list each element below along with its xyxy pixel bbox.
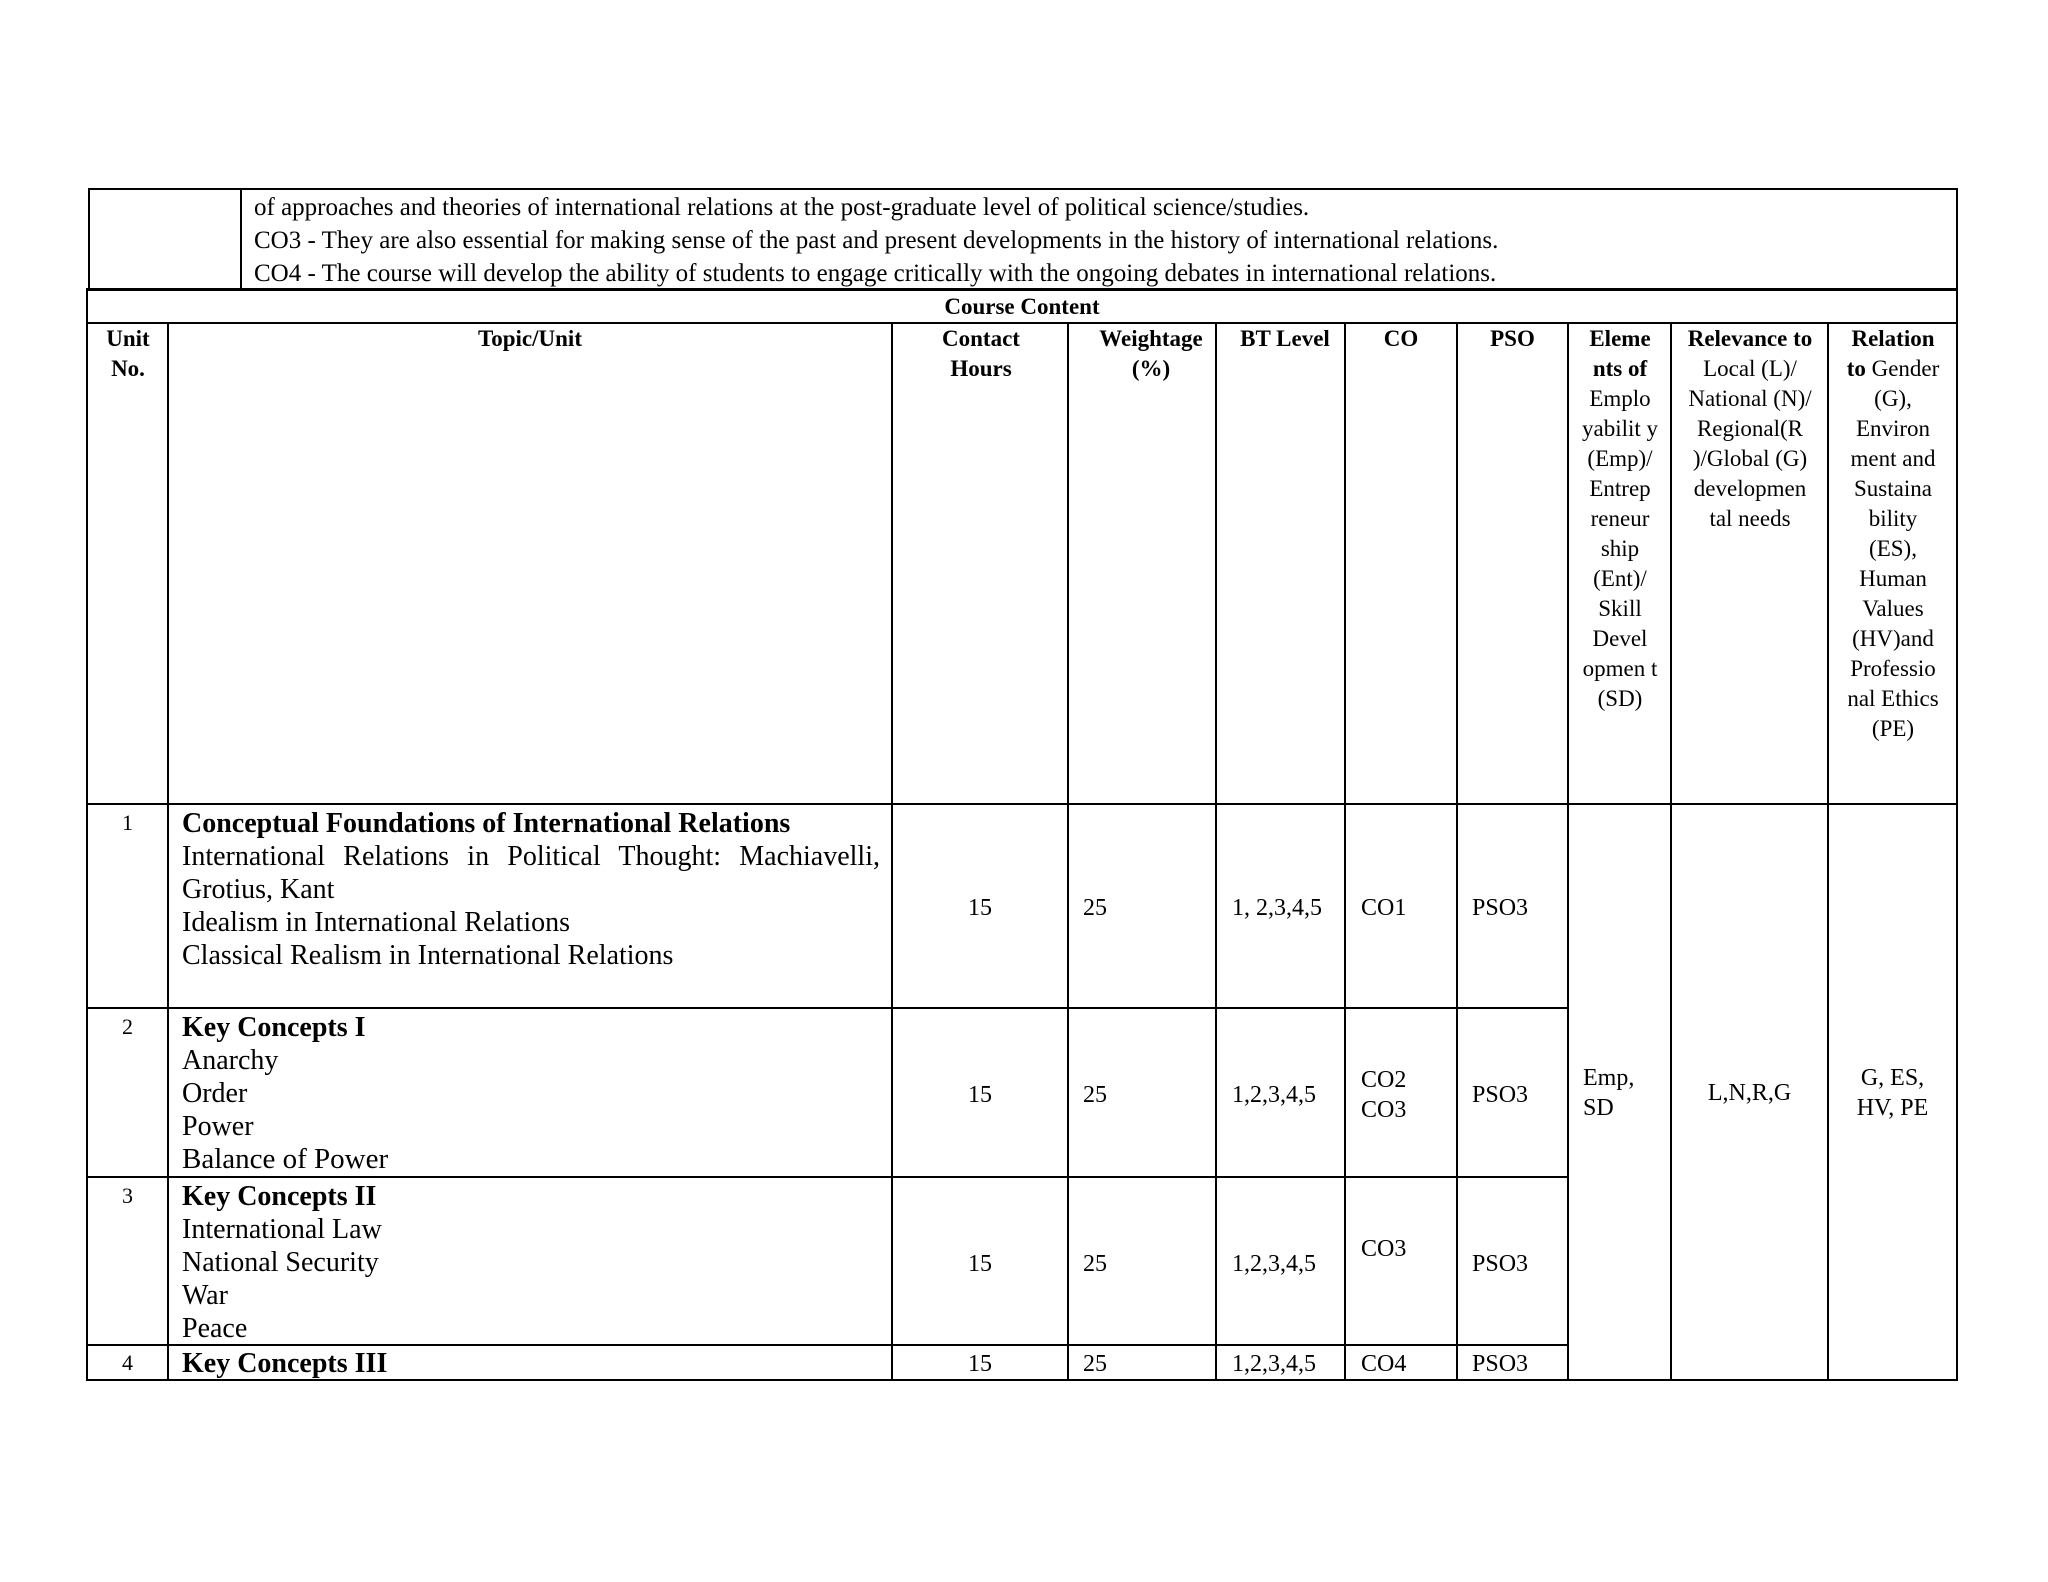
col-divider-unit (167, 322, 169, 1381)
header-relation-bold: Relation to (1846, 326, 1935, 381)
row-2-co-line-1: CO2 (1361, 1067, 1407, 1093)
row-3-co: CO3 (1361, 1236, 1407, 1262)
row-4-weightage: 25 (1083, 1351, 1107, 1377)
outcome-text-co4: CO4 - The course will develop the ability of students to engage critically with the ongoing debates in international relations. (254, 260, 1497, 287)
merged-relation-line-1: G, ES, (1860, 1065, 1925, 1091)
top-box-top-border (88, 188, 1958, 190)
header-weightage: Weightage (%) (1099, 326, 1203, 381)
row-3-unit: 3 (122, 1183, 133, 1208)
row-2-unit: 2 (122, 1014, 133, 1039)
row-3-title: Key Concepts II (182, 1181, 377, 1212)
header-unit-no: Unit No. (106, 326, 150, 381)
header-employability-bold: Eleme nts of (1589, 326, 1651, 381)
row-3-weightage: 25 (1083, 1251, 1107, 1277)
row-divider-2 (86, 1176, 1569, 1178)
header-relevance-bold: Relevance to (1687, 326, 1813, 351)
header-bottom-border (86, 803, 1958, 805)
row-2-co-line-2: CO3 (1361, 1097, 1407, 1123)
row-3-topic-line-2: National Security (182, 1247, 379, 1278)
table-top-border (86, 288, 1958, 291)
row-1-topic-line-2: Grotius, Kant (182, 874, 335, 905)
top-box-divider (240, 188, 242, 290)
row-3-topic-line-1: International Law (182, 1214, 382, 1245)
header-bt-level: BT Level (1240, 326, 1330, 351)
row-4-unit: 4 (122, 1350, 133, 1375)
row-4-co: CO4 (1361, 1351, 1407, 1377)
header-topic-unit: Topic/Unit (478, 326, 582, 351)
col-divider-topic (891, 322, 893, 1381)
row-2-topic-line-1: Anarchy (182, 1045, 279, 1076)
row-1-topic-line-3: Idealism in International Relations (182, 907, 571, 938)
row-1-topic-line-4: Classical Realism in International Relations (182, 940, 674, 971)
top-box-left-border (88, 188, 90, 290)
row-2-topic-line-3: Power (182, 1111, 254, 1142)
header-relevance-rest: Local (L)/ National (N)/ Regional(R )/Global (G) developmen tal needs (1688, 356, 1812, 531)
row-1-weightage: 25 (1083, 895, 1107, 921)
row-1-contact-hours: 15 (968, 895, 992, 921)
row-4-bt-level: 1,2,3,4,5 (1232, 1351, 1316, 1377)
merged-relevance: L,N,R,G (1707, 1080, 1792, 1106)
header-relation-rest: Gender (G), Environ ment and Sustaina bility (ES), Human Values (HV)and Professio nal Ethics (PE) (1847, 356, 1940, 741)
row-2-title: Key Concepts I (182, 1012, 366, 1043)
row-2-weightage: 25 (1083, 1082, 1107, 1108)
row-1-bt-level: 1, 2,3,4,5 (1232, 895, 1322, 921)
row-3-topic-line-4: Peace (182, 1313, 248, 1344)
row-4-title: Key Concepts III (182, 1348, 388, 1379)
col-divider-relevance (1827, 322, 1829, 1381)
row-2-bt-level: 1,2,3,4,5 (1232, 1082, 1316, 1108)
col-divider-bt (1344, 322, 1346, 1381)
header-employability (1580, 324, 1660, 714)
top-box-right-border (1956, 188, 1958, 290)
header-co: CO (1383, 326, 1419, 351)
row-3-pso: PSO3 (1472, 1251, 1529, 1277)
merged-employability-line-1: Emp, (1583, 1065, 1635, 1091)
col-divider-employability (1670, 322, 1672, 1381)
row-1-co: CO1 (1361, 895, 1407, 921)
col-divider-co (1456, 322, 1458, 1381)
row-3-contact-hours: 15 (968, 1251, 992, 1277)
row-3-bt-level: 1,2,3,4,5 (1232, 1251, 1316, 1277)
header-relevance (1682, 324, 1818, 534)
row-3-topic-line-3: War (182, 1280, 228, 1311)
row-4-contact-hours: 15 (968, 1351, 992, 1377)
row-2-topic-line-2: Order (182, 1078, 248, 1109)
col-divider-weightage (1215, 322, 1217, 1381)
header-relation (1844, 324, 1942, 744)
outcome-text-line-1: of approaches and theories of international relations at the post-graduate level of political science/studies. (254, 194, 1310, 221)
row-2-contact-hours: 15 (968, 1082, 992, 1108)
row-1-topic-line-1: International Relations in Political Thought: Machiavelli, (182, 841, 880, 872)
row-2-pso: PSO3 (1472, 1082, 1529, 1108)
row-2-topic-line-4: Balance of Power (182, 1143, 389, 1175)
header-contact-hours: Contact Hours (942, 326, 1020, 381)
header-employability-rest: Emplo yabilit y (Emp)/ Entrep reneur ship (Ent)/ Skill Devel opmen t (SD) (1581, 386, 1659, 711)
row-divider-3 (86, 1344, 1569, 1346)
row-4-pso: PSO3 (1472, 1351, 1529, 1377)
course-content-title: Course Content (944, 294, 1100, 319)
merged-employability-line-2: SD (1583, 1095, 1614, 1121)
row-1-pso: PSO3 (1472, 895, 1529, 921)
row-1-title: Conceptual Foundations of International Relations (182, 808, 791, 839)
col-divider-pso (1567, 322, 1569, 1381)
merged-relation-line-2: HV, PE (1856, 1095, 1929, 1121)
col-divider-contact (1067, 322, 1069, 1381)
table-right-border (1956, 288, 1958, 1381)
header-pso: PSO (1490, 326, 1535, 351)
row-1-unit: 1 (122, 810, 133, 835)
row-divider-1 (86, 1007, 1569, 1009)
outcome-text-co3: CO3 - They are also essential for making sense of the past and present developments in the history of international relations. (254, 227, 1499, 254)
